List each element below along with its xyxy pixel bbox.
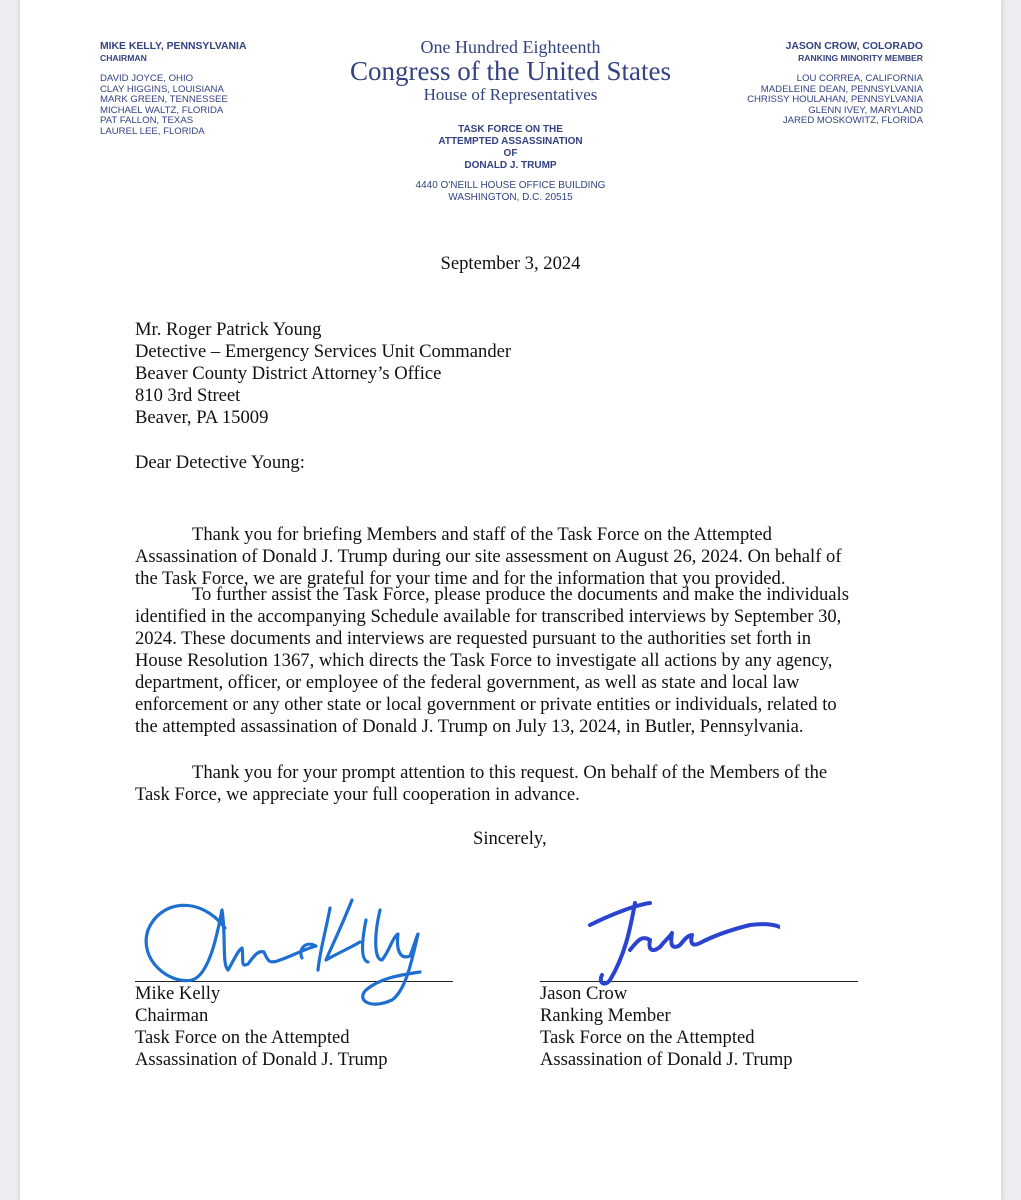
- paragraph-line: Task Force, we appreciate your full cooperation in advance.: [135, 784, 580, 805]
- member: MICHAEL WALTZ, FLORIDA: [100, 104, 224, 116]
- recipient-line: Beaver, PA 15009: [135, 407, 269, 428]
- signatory-org: Task Force on the Attempted: [135, 1027, 350, 1048]
- recipient-address: [135, 319, 511, 429]
- chairman-name: MIKE KELLY, PENNSYLVANIA: [100, 41, 247, 52]
- member: LOU CORREA, CALIFORNIA: [796, 73, 923, 84]
- signatory-org: Assassination of Donald J. Trump: [540, 1049, 793, 1070]
- paragraph-line: identified in the accompanying Schedule available for transcribed interviews by September 30,: [135, 606, 842, 627]
- task-force-name: [20, 124, 1001, 172]
- address-line: WASHINGTON, D.C. 20515: [448, 192, 573, 203]
- paragraph-line: To further assist the Task Force, please produce the documents and make the individuals: [192, 584, 849, 605]
- paragraph-line: Assassination of Donald J. Trump during our site assessment on August 26, 2024. On behalf of: [135, 546, 842, 567]
- paragraph-2: [135, 584, 849, 738]
- office-address: [20, 180, 1001, 204]
- letter-page: [20, 0, 1001, 1200]
- recipient-line: 810 3rd Street: [135, 385, 241, 406]
- congress-number: One Hundred Eighteenth: [420, 37, 601, 57]
- letter-date: September 3, 2024: [440, 253, 581, 274]
- member: PAT FALLON, TEXAS: [100, 115, 194, 127]
- paragraph-line: enforcement or any other state or local government or private entities or individuals, related to: [135, 694, 837, 715]
- signatory-title: Chairman: [135, 1005, 209, 1026]
- ranking-member-name: JASON CROW, COLORADO: [785, 41, 923, 52]
- house-title: House of Representatives: [423, 85, 598, 104]
- member: DAVID JOYCE, OHIO: [100, 73, 194, 84]
- paragraph-1: [135, 524, 842, 590]
- paragraph-line: House Resolution 1367, which directs the Task Force to investigate all actions by any agency,: [135, 650, 833, 671]
- signatory-crow: [540, 983, 793, 1071]
- recipient-line: Detective – Emergency Services Unit Commander: [135, 341, 512, 362]
- member: CHRISSY HOULAHAN, PENNSYLVANIA: [747, 94, 923, 106]
- paragraph-line: 2024. These documents and interviews are requested pursuant to the authorities set forth in: [135, 628, 812, 649]
- congress-title: Congress of the United States: [350, 56, 671, 86]
- signatory-org: Task Force on the Attempted: [540, 1027, 755, 1048]
- paragraph-line: the attempted assassination of Donald J. Trump on July 13, 2024, in Butler, Pennsylvania.: [135, 716, 804, 737]
- closing: Sincerely,: [473, 828, 547, 849]
- signature-crow: [580, 895, 780, 995]
- task-force-line: DONALD J. TRUMP: [464, 160, 557, 171]
- salutation: Dear Detective Young:: [135, 452, 305, 473]
- member: MADELEINE DEAN, PENNSYLVANIA: [760, 83, 923, 95]
- chairman-title: CHAIRMAN: [100, 53, 147, 63]
- task-force-line: OF: [503, 148, 518, 159]
- signatory-org: Assassination of Donald J. Trump: [135, 1049, 388, 1070]
- member: LAUREL LEE, FLORIDA: [100, 125, 205, 137]
- member: GLENN IVEY, MARYLAND: [808, 104, 923, 116]
- signatory-title: Ranking Member: [540, 1005, 671, 1026]
- recipient-line: Mr. Roger Patrick Young: [135, 319, 322, 340]
- task-force-line: TASK FORCE ON THE: [458, 124, 563, 135]
- signatory-name: Jason Crow: [540, 983, 628, 1004]
- paragraph-line: Thank you for your prompt attention to this request. On behalf of the Members of the: [192, 762, 828, 783]
- recipient-line: Beaver County District Attorney’s Office: [135, 363, 442, 384]
- signatory-name: Mike Kelly: [135, 983, 221, 1004]
- ranking-member-title: RANKING MINORITY MEMBER: [798, 53, 923, 63]
- member: CLAY HIGGINS, LOUISIANA: [100, 83, 224, 95]
- paragraph-line: department, officer, or employee of the federal government, as well as state and local law: [135, 672, 800, 693]
- paragraph-3: [135, 762, 827, 806]
- paragraph-line: Thank you for briefing Members and staff of the Task Force on the Attempted: [192, 524, 772, 545]
- task-force-line: ATTEMPTED ASSASSINATION: [438, 136, 583, 147]
- member: MARK GREEN, TENNESSEE: [100, 94, 228, 106]
- paragraph-line: the Task Force, we are grateful for your time and for the information that you provided.: [135, 568, 786, 589]
- signatory-kelly: [135, 983, 388, 1071]
- address-line: 4440 O'NEILL HOUSE OFFICE BUILDING: [415, 180, 606, 191]
- member: JARED MOSKOWITZ, FLORIDA: [782, 115, 923, 127]
